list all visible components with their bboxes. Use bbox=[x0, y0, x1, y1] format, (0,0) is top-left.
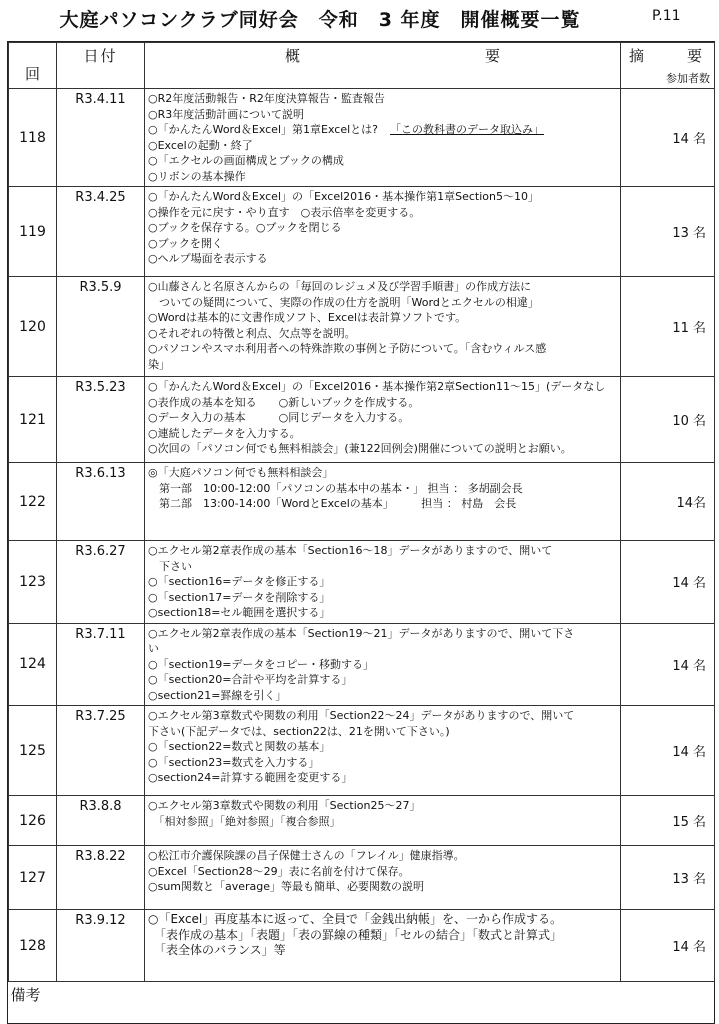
attendance-count: 15 名 bbox=[621, 796, 715, 846]
summary-line: ○「Excel」再度基本に返って、全員で「金銭出納帳」を、一から作成する。 bbox=[148, 912, 563, 926]
summary-line: 「相対参照」「絶対参照」「複合参照」 bbox=[148, 814, 341, 828]
summary-line: 「表作成の基本」「表題」「表の罫線の種類」「セルの結合」「数式と計算式」 bbox=[148, 927, 563, 942]
summary-line: ○R3年度活動計画について説明 bbox=[148, 107, 305, 121]
meeting-date: R3.5.23 bbox=[57, 377, 145, 463]
header-summary-right: 要 bbox=[484, 47, 500, 65]
summary-line: ○「かんたんWord＆Excel」の「Excel2016・基本操作第2章Section11～15」(データなし bbox=[148, 380, 606, 393]
header-att-right: 要 bbox=[686, 47, 702, 65]
meeting-date: R3.4.25 bbox=[57, 187, 145, 277]
table-row bbox=[9, 187, 715, 277]
summary-line: ○Excel「Section28～29」表に名前を付けて保存。 bbox=[148, 864, 410, 878]
summary-line: ○操作を元に戻す・やり直す ○表示倍率を変更する。 bbox=[148, 205, 421, 219]
meeting-date: R3.9.12 bbox=[57, 910, 145, 982]
summary-line: ○R2年度活動報告・R2年度決算報告・監査報告 bbox=[148, 92, 385, 105]
table-row bbox=[9, 623, 715, 706]
summary-line-text: ○「かんたんWord＆Excel」第1章Excelとは? bbox=[148, 123, 378, 136]
summary-sheet bbox=[7, 41, 715, 1024]
page-title: 大庭パソコンクラブ同好会 令和 3 年度 開催概要一覧 bbox=[59, 9, 581, 31]
summary-line: ○Wordは基本的に文書作成ソフト、Excelは表計算ソフトです。 bbox=[148, 311, 467, 324]
attendance-count: 11 名 bbox=[621, 277, 715, 377]
summary-line: ○それぞれの特徴と利点、欠点等を説明。 bbox=[148, 326, 356, 340]
summary-line: ○エクセル第2章表作成の基本「Section16～18」データがありますので、開いて bbox=[148, 544, 553, 557]
summary-line: ○エクセル第3章数式や関数の利用「Section22～24」データがありますので、開いて bbox=[148, 709, 575, 722]
summary-line: ○「section23=数式を入力する」 bbox=[148, 755, 320, 769]
table-row bbox=[9, 277, 715, 377]
meeting-date: R3.5.9 bbox=[57, 277, 145, 377]
attendance-count: 13 名 bbox=[621, 187, 715, 277]
meeting-number: 127 bbox=[9, 846, 57, 910]
summary-line: ◎「大庭パソコン何でも無料相談会」 bbox=[148, 466, 334, 479]
summary-line: ○「section19=データをコピー・移動する」 bbox=[148, 657, 374, 671]
meeting-number: 123 bbox=[9, 541, 57, 624]
table-row bbox=[9, 541, 715, 624]
attendance-count: 14 名 bbox=[621, 910, 715, 982]
attendance-count: 13 名 bbox=[621, 846, 715, 910]
data-import-note: 「この教科書のデータ取込み」 bbox=[389, 123, 544, 136]
header-summary bbox=[145, 43, 621, 89]
header-att-left: 摘 bbox=[629, 47, 645, 65]
summary-line: ○「エクセルの画面構成とブックの構成 bbox=[148, 154, 344, 167]
meeting-date: R3.6.27 bbox=[57, 541, 145, 624]
header-remarks bbox=[621, 43, 715, 89]
meeting-summary bbox=[145, 541, 621, 624]
meeting-number: 121 bbox=[9, 377, 57, 463]
table-row bbox=[9, 89, 715, 187]
meeting-number: 126 bbox=[9, 796, 57, 846]
summary-line: ○section21=罫線を引く」 bbox=[148, 688, 287, 702]
summary-line: ついての疑問について、実際の作成の仕方を説明「Wordとエクセルの相違」 bbox=[148, 295, 539, 309]
attendance-count: 14名 bbox=[621, 463, 715, 541]
table-row bbox=[9, 706, 715, 796]
meeting-number: 119 bbox=[9, 187, 57, 277]
table-row bbox=[9, 796, 715, 846]
summary-line: 第二部 13:00-14:00「WordとExcelの基本」 担当 ： 村島 会長 bbox=[148, 497, 517, 510]
table-row bbox=[9, 846, 715, 910]
summary-line: ○山藤さんと名原さんからの「毎回のレジュメ及び学習手順書」の作成方法に bbox=[148, 280, 532, 293]
page-number: P.11 bbox=[652, 8, 681, 24]
meeting-summary bbox=[145, 623, 621, 706]
summary-line: ○松江市介護保険課の昌子保健士さんの「フレイル」健康指導。 bbox=[148, 849, 465, 862]
attendance-count: 14 名 bbox=[621, 623, 715, 706]
meeting-number: 122 bbox=[9, 463, 57, 541]
summary-line: 「表全体のバランス」等 bbox=[148, 943, 286, 957]
summary-line: ○Excelの起動・終了 bbox=[148, 138, 253, 152]
meeting-summary bbox=[145, 187, 621, 277]
meeting-summary bbox=[145, 277, 621, 377]
meeting-table bbox=[8, 42, 715, 1014]
meeting-summary bbox=[145, 846, 621, 910]
remarks-row bbox=[9, 982, 715, 1015]
summary-line: ○ヘルプ場面を表示する bbox=[148, 252, 268, 265]
meeting-summary bbox=[145, 796, 621, 846]
summary-line: 染」 bbox=[148, 357, 170, 371]
summary-line: ○ブックを保存する。○ブックを閉じる bbox=[148, 221, 342, 234]
meeting-date: R3.8.8 bbox=[57, 796, 145, 846]
meeting-date: R3.7.11 bbox=[57, 623, 145, 706]
summary-line: 下さい bbox=[148, 559, 192, 573]
summary-line: ○連続したデータを入力する。 bbox=[148, 426, 301, 440]
summary-line: ○section24=計算する範囲を変更する」 bbox=[148, 771, 353, 784]
summary-line bbox=[148, 122, 618, 138]
summary-line: ○「section22=数式と関数の基本」 bbox=[148, 740, 331, 753]
meeting-number: 125 bbox=[9, 706, 57, 796]
meeting-summary bbox=[145, 910, 621, 982]
summary-line: ○データ入力の基本 ○同じデータを入力する。 bbox=[148, 411, 410, 424]
header-date: 日付 bbox=[57, 43, 145, 89]
meeting-date: R3.7.25 bbox=[57, 706, 145, 796]
attendance-count: 14 名 bbox=[621, 541, 715, 624]
summary-line: ○リボンの基本操作 bbox=[148, 169, 246, 183]
summary-line: ○「section16=データを修正する」 bbox=[148, 575, 331, 588]
remarks-label: 備考 bbox=[9, 982, 715, 1015]
table-row bbox=[9, 910, 715, 982]
meeting-number: 128 bbox=[9, 910, 57, 982]
summary-line: ○section18=セル範囲を選択する」 bbox=[148, 606, 331, 619]
summary-line: 第一部 10:00-12:00「パソコンの基本中の基本・」 担当 ： 多胡副会長 bbox=[148, 481, 523, 495]
meeting-number: 118 bbox=[9, 89, 57, 187]
summary-line: い bbox=[148, 642, 159, 655]
table-header-row bbox=[9, 43, 715, 89]
meeting-summary bbox=[145, 463, 621, 541]
summary-line: ○エクセル第3章数式や関数の利用「Section25～27」 bbox=[148, 799, 421, 812]
summary-line: ○エクセル第2章表作成の基本「Section19～21」データがありますので、開いて下さ bbox=[148, 626, 575, 640]
summary-line: ○「かんたんWord＆Excel」の「Excel2016・基本操作第1章Section5～10」 bbox=[148, 190, 540, 203]
summary-line: ○次回の「パソコン何でも無料相談会」(兼122回例会)開催についての説明とお願い。 bbox=[148, 442, 572, 455]
meeting-number: 124 bbox=[9, 623, 57, 706]
summary-line: ○表作成の基本を知る ○新しいブックを作成する。 bbox=[148, 395, 420, 409]
attendance-count: 14 名 bbox=[621, 89, 715, 187]
meeting-date: R3.8.22 bbox=[57, 846, 145, 910]
meeting-summary bbox=[145, 706, 621, 796]
header-summary-left: 概 bbox=[285, 47, 301, 65]
meeting-date: R3.6.13 bbox=[57, 463, 145, 541]
table-row bbox=[9, 463, 715, 541]
summary-line: ○パソコンやスマホ利用者への特殊詐欺の事例と予防について。「含むウィルス感 bbox=[148, 342, 547, 355]
header-attendance: 参加者数 bbox=[666, 72, 710, 85]
attendance-count: 14 名 bbox=[621, 706, 715, 796]
table-row bbox=[9, 377, 715, 463]
header-no: 回 bbox=[9, 43, 57, 89]
summary-line: ○sum関数と「average」等最も簡単、必要関数の説明 bbox=[148, 880, 425, 893]
meeting-summary bbox=[145, 377, 621, 463]
attendance-count: 10 名 bbox=[621, 377, 715, 463]
meeting-summary bbox=[145, 89, 621, 187]
summary-line: ○「section17=データを削除する」 bbox=[148, 590, 331, 604]
summary-line: ○「section20=合計や平均を計算する」 bbox=[148, 673, 353, 686]
meeting-date: R3.4.11 bbox=[57, 89, 145, 187]
meeting-number: 120 bbox=[9, 277, 57, 377]
summary-line: ○ブックを開く bbox=[148, 236, 223, 250]
summary-line: 下さい(下記データでは、section22は、21を開いて下さい。) bbox=[148, 724, 450, 738]
